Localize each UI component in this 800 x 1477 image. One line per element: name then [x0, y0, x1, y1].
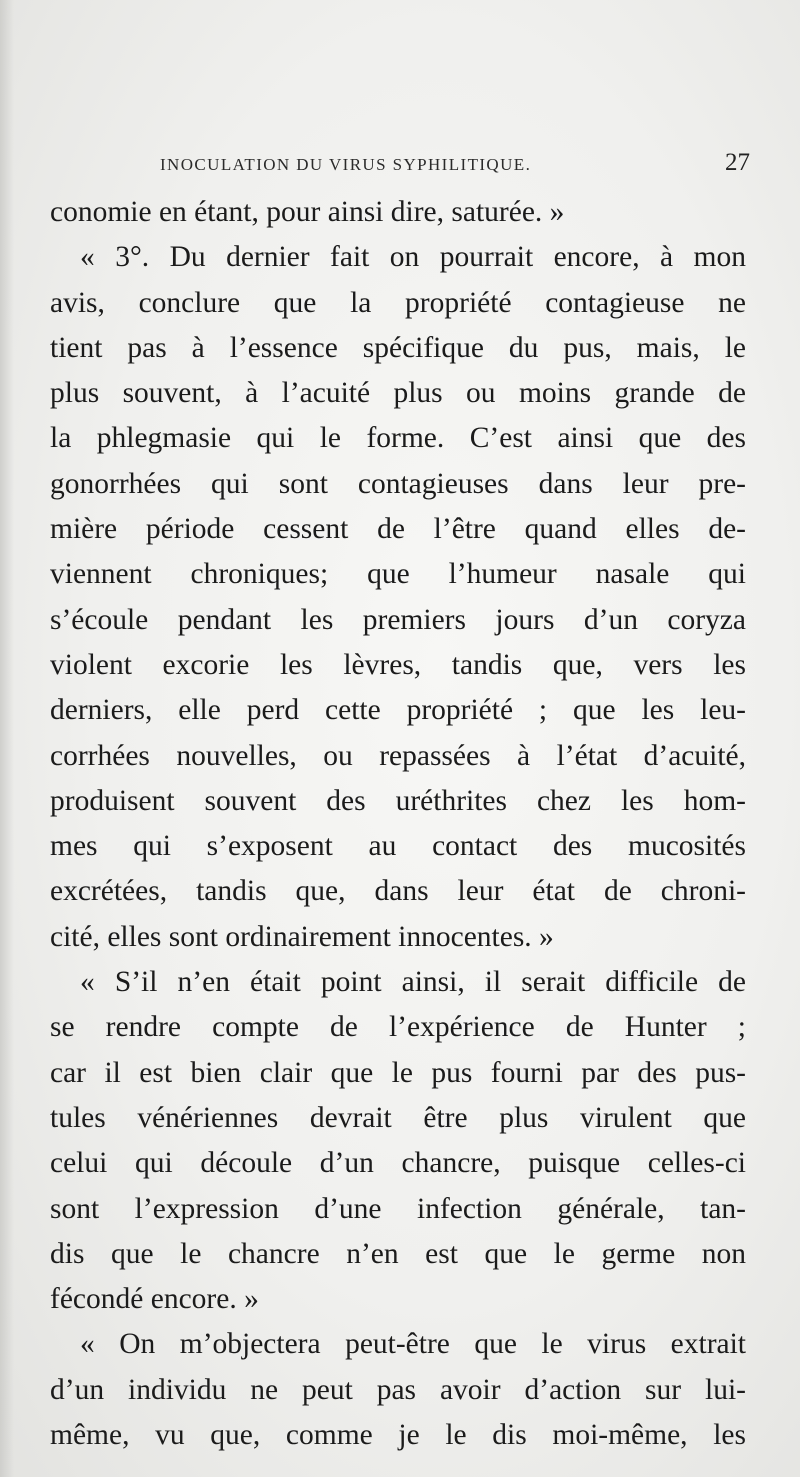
page-number: 27	[725, 149, 750, 176]
text-line: se rendre compte de l’expérience de Hunter ;	[50, 1011, 746, 1044]
text-line: produisent souvent des uréthrites chez les hom-	[50, 784, 746, 817]
text-line: viennent chroniques; que l’humeur nasale qui	[50, 558, 746, 591]
text-line: violent excorie les lèvres, tandis que, vers les	[50, 648, 746, 681]
body-text	[50, 190, 746, 1458]
text-line: excrétées, tandis que, dans leur état de chroni-	[50, 875, 746, 908]
text-line: derniers, elle perd cette propriété ; que les leu-	[50, 694, 746, 727]
text-line: tient pas à l’essence spécifique du pus, mais, le	[50, 331, 746, 364]
running-head	[160, 149, 750, 185]
text-line: fécondé encore. »	[50, 1283, 259, 1316]
text-line: conomie en étant, pour ainsi dire, saturée. »	[50, 196, 565, 228]
page-edge-shadow	[0, 0, 14, 1477]
text-line: s’écoule pendant les premiers jours d’un coryza	[50, 603, 746, 636]
running-title: INOCULATION DU VIRUS SYPHILITIQUE.	[160, 155, 532, 174]
text-line: tules vénériennes devrait être plus virulent que	[50, 1101, 746, 1134]
text-line: mière période cessent de l’être quand elles de-	[50, 513, 746, 546]
text-line: corrhées nouvelles, ou repassées à l’état d’acuité,	[50, 739, 746, 772]
text-line: mes qui s’exposent au contact des mucosités	[50, 830, 746, 863]
text-line: « S’il n’en était point ainsi, il serait difficile de	[80, 966, 746, 999]
text-line: dis que le chancre n’en est que le germe non	[50, 1237, 746, 1270]
text-line: celui qui découle d’un chancre, puisque celles-ci	[50, 1147, 746, 1180]
text-line: « 3°. Du dernier fait on pourrait encore, à mon	[80, 241, 746, 274]
text-line: sont l’expression d’une infection générale, tan-	[50, 1192, 746, 1225]
text-line: plus souvent, à l’acuité plus ou moins grande de	[50, 377, 746, 410]
text-line: même, vu que, comme je le dis moi-même, les	[50, 1419, 746, 1452]
text-line: cité, elles sont ordinairement innocentes. »	[50, 920, 554, 953]
text-line: « On m’objectera peut-être que le virus extrait	[80, 1328, 746, 1361]
text-line: d’un individu ne peut pas avoir d’action sur lui-	[50, 1373, 746, 1406]
text-line: car il est bien clair que le pus fourni par des pus-	[50, 1056, 746, 1089]
text-line: avis, conclure que la propriété contagieuse ne	[50, 286, 746, 319]
text-line: gonorrhées qui sont contagieuses dans leur pre-	[50, 467, 746, 500]
text-line: la phlegmasie qui le forme. C’est ainsi que des	[50, 422, 746, 455]
